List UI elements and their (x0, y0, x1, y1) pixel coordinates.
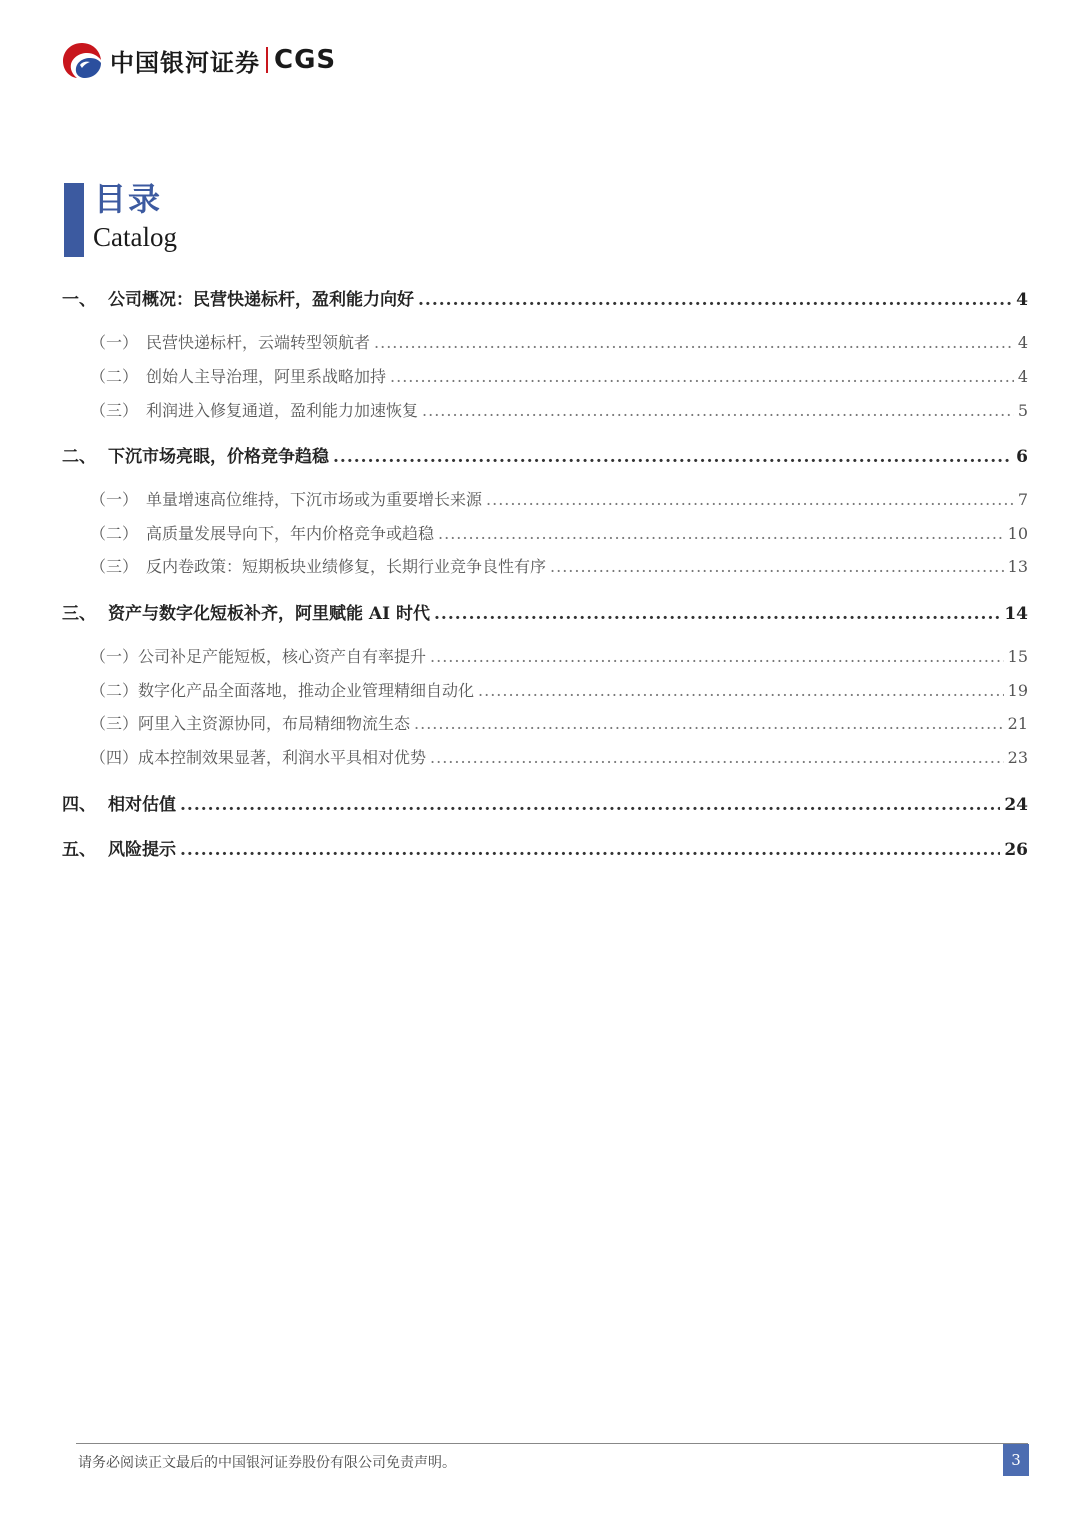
toc-leader-dots (550, 557, 1004, 576)
toc-leader-dots (430, 748, 1004, 767)
toc-number: （三） (90, 401, 139, 420)
toc-page-number: 4 (1017, 333, 1028, 352)
toc-title: 资产与数字化短板补齐，阿里赋能 AI 时代 (108, 604, 430, 624)
toc-subsection[interactable] (90, 330, 1028, 353)
toc-leader-dots (180, 795, 1000, 815)
toc-leader-dots (418, 290, 1012, 310)
toc-number: 二、 (62, 447, 96, 467)
toc-section[interactable] (62, 790, 1028, 815)
toc-subsection[interactable] (90, 711, 1028, 734)
toc-number: （一） (90, 647, 139, 666)
toc-section[interactable] (62, 442, 1028, 467)
page-title-cn: 目录 (94, 180, 163, 218)
toc-title: 利润进入修复通道，盈利能力加速恢复 (146, 401, 419, 420)
toc-number: （一） (90, 333, 139, 352)
toc-title: 成本控制效果显著，利润水平具相对优势 (138, 748, 427, 767)
toc-number: 五、 (62, 840, 96, 860)
toc-page-number: 5 (1017, 401, 1028, 420)
toc-subsection[interactable] (90, 554, 1028, 577)
toc-leader-dots (434, 604, 1000, 624)
toc-page-number: 14 (1004, 604, 1028, 624)
toc-number: 一、 (62, 290, 96, 310)
footer-divider (76, 1443, 1028, 1444)
footer-disclaimer: 请务必阅读正文最后的中国银河证券股份有限公司免责声明。 (78, 1455, 456, 1471)
toc-page-number: 7 (1017, 490, 1028, 509)
toc-page-number: 15 (1007, 647, 1028, 666)
title-accent-bar (64, 183, 84, 257)
brand-name-en: CGS (274, 45, 337, 75)
toc-leader-dots (430, 647, 1004, 666)
toc-number: （二） (90, 681, 139, 700)
toc-leader-dots (478, 681, 1004, 700)
toc-title: 民营快递标杆，云端转型领航者 (146, 333, 371, 352)
toc-number: （三） (90, 714, 139, 733)
toc-title: 公司概况：民营快递标杆，盈利能力向好 (108, 290, 414, 310)
toc-leader-dots (374, 333, 1014, 352)
toc-page-number: 4 (1016, 290, 1028, 310)
toc-page-number: 21 (1007, 714, 1028, 733)
toc-subsection[interactable] (90, 398, 1028, 421)
toc-leader-dots (180, 840, 1000, 860)
toc-page-number: 4 (1017, 367, 1028, 386)
toc-title: 风险提示 (108, 840, 176, 860)
toc-subsection[interactable] (90, 678, 1028, 701)
toc-page-number: 24 (1004, 795, 1028, 815)
brand-logo (60, 40, 336, 80)
brand-divider (266, 47, 268, 73)
toc-number: 三、 (62, 604, 96, 624)
cgs-logo-icon (60, 40, 104, 80)
toc-leader-dots (390, 367, 1014, 386)
toc-page-number: 26 (1004, 840, 1028, 860)
toc-title: 高质量发展导向下，年内价格竞争或趋稳 (146, 524, 435, 543)
toc-subsection[interactable] (90, 745, 1028, 768)
toc-section[interactable] (62, 599, 1028, 624)
toc-section[interactable] (62, 285, 1028, 310)
toc-leader-dots (422, 401, 1014, 420)
page-number: 3 (1003, 1444, 1029, 1476)
toc-subsection[interactable] (90, 487, 1028, 510)
toc-page-number: 19 (1007, 681, 1028, 700)
toc-title: 相对估值 (108, 795, 176, 815)
toc-leader-dots (486, 490, 1014, 509)
toc-page-number: 23 (1007, 748, 1028, 767)
toc-page-number: 6 (1016, 447, 1028, 467)
toc-number: （二） (90, 524, 139, 543)
toc-subsection[interactable] (90, 644, 1028, 667)
toc-title: 反内卷政策：短期板块业绩修复，长期行业竞争良性有序 (146, 557, 547, 576)
toc-page-number: 10 (1007, 524, 1028, 543)
toc-title: 数字化产品全面落地，推动企业管理精细自动化 (138, 681, 475, 700)
toc-number: （四） (90, 748, 139, 767)
toc-subsection[interactable] (90, 521, 1028, 544)
toc-title: 创始人主导治理，阿里系战略加持 (146, 367, 387, 386)
toc-title: 下沉市场亮眼，价格竞争趋稳 (108, 447, 329, 467)
toc-title: 单量增速高位维持，下沉市场或为重要增长来源 (146, 490, 483, 509)
toc-number: 四、 (62, 795, 96, 815)
brand-name-cn: 中国银河证券 (110, 48, 260, 77)
toc-subsection[interactable] (90, 364, 1028, 387)
page-title-en: Catalog (93, 222, 177, 252)
toc-title: 阿里入主资源协同，布局精细物流生态 (138, 714, 411, 733)
toc-leader-dots (333, 447, 1012, 467)
toc-number: （二） (90, 367, 139, 386)
toc-title: 公司补足产能短板，核心资产自有率提升 (138, 647, 427, 666)
toc-leader-dots (438, 524, 1004, 543)
toc-number: （一） (90, 490, 139, 509)
toc-section[interactable] (62, 835, 1028, 860)
toc-page-number: 13 (1007, 557, 1028, 576)
toc-leader-dots (414, 714, 1004, 733)
toc-number: （三） (90, 557, 139, 576)
